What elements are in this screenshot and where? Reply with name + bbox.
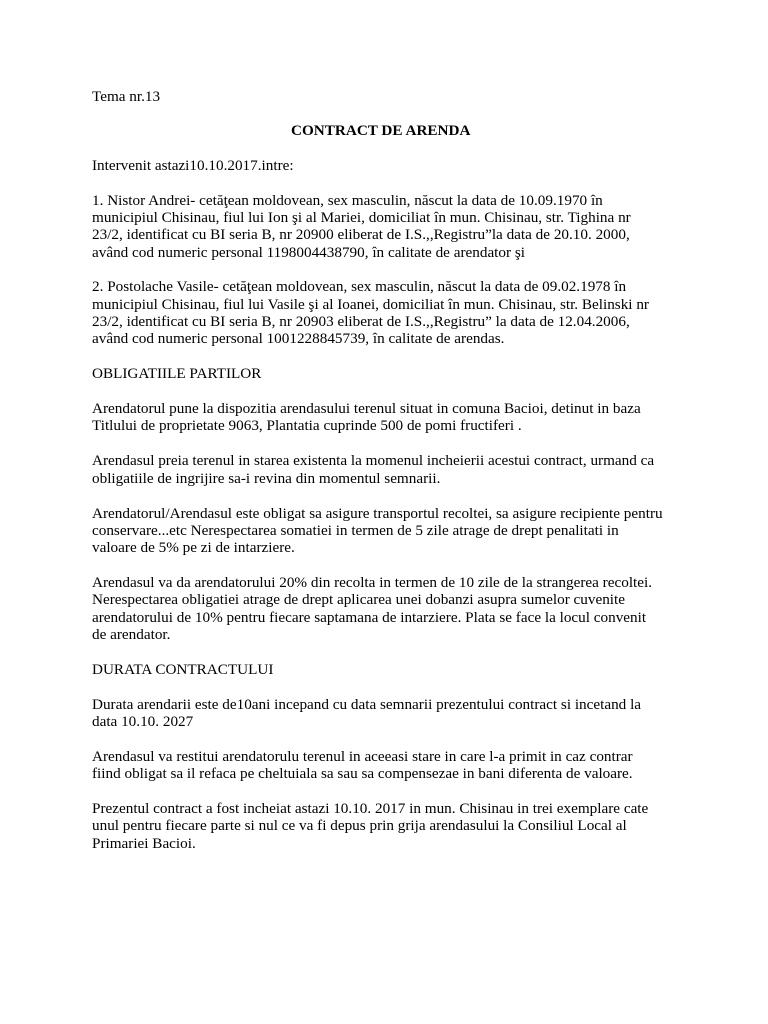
party1-line: municipiul Chisinau, fiul lui Ion şi al Mariei, domiciliat în mun. Chisinau, str. Tighina nr — [92, 208, 631, 226]
closing-line: unul pentru fiecare parte si nul ce va fi depus prin grija arendasului la Consiliul Local al — [92, 817, 627, 835]
obligation4-line: arendatorului de 10% pentru fiecare saptamana de intarziere. Plata se face la locul convenit — [92, 608, 647, 626]
topic-text: Tema nr.13 — [92, 88, 161, 105]
duration-heading-text: DURATA CONTRACTULUI — [92, 660, 274, 678]
duration1-line: data 10.10. 2027 — [92, 712, 194, 730]
duration-heading — [92, 661, 672, 678]
obligation2-paragraph — [92, 452, 672, 487]
topic-line — [92, 88, 672, 105]
party2-line: având cod numeric personal 1001228845739, în calitate de arendas. — [92, 330, 505, 348]
obligation3-line: conservare...etc Nerespectarea somatiei in termen de 5 zile atrage de drept penalitati in — [92, 521, 619, 539]
closing-paragraph — [92, 800, 672, 852]
obligation3-line: Arendatorul/Arendasul este obligat sa asigure transportul recoltei, sa asigure recipiente pentru — [92, 504, 663, 522]
document-body — [92, 88, 672, 870]
obligation2-line: Arendasul preia terenul in starea existenta la momenul incheierii acestui contract, urmand ca — [92, 452, 655, 470]
obligation4-line: de arendator. — [92, 625, 171, 643]
obligation4-paragraph — [92, 574, 672, 643]
obligation2-line: obligatiile de ingrijire sa-i revina din momentul semnarii. — [92, 469, 441, 487]
obligation4-line: Nerespectarea obligatiei atrage de drept aplicarea unei dobanzi asupra sumelor cuvenite — [92, 591, 625, 609]
party2-line: municipiul Chisinau, fiul lui Vasile şi al Ioanei, domiciliat în mun. Chisinau, str. Belinski nr — [92, 295, 649, 313]
party2-line: 2. Postolache Vasile- cetăţean moldovean, sex masculin, născut la data de 09.02.1978 în — [92, 278, 627, 296]
party1-line: 1. Nistor Andrei- cetăţean moldovean, sex masculin, născut la data de 10.09.1970 în — [92, 191, 603, 209]
intro-text: Intervenit astazi10.10.2017.intre: — [92, 156, 294, 174]
duration2-line: Arendasul va restitui arendatorulu terenul in aceeasi stare in care l-a primit in caz contrar — [92, 747, 633, 765]
duration1-paragraph — [92, 696, 672, 731]
obligations-heading — [92, 365, 672, 382]
obligation1-line: Arendatorul pune la dispozitia arendasului terenul situat in comuna Bacioi, detinut in baza — [92, 400, 641, 418]
closing-line: Prezentul contract a fost incheiat astazi 10.10. 2017 in mun. Chisinau in trei exemplare cate — [92, 800, 649, 818]
obligation4-line: Arendasul va da arendatorului 20% din recolta in termen de 10 zile de la strangerea recoltei. — [92, 573, 653, 591]
party2-line: 23/2, identificat cu BI seria B, nr 20903 eliberat de I.S.,,Registru” la data de 12.04.2006, — [92, 313, 630, 331]
duration1-line: Durata arendarii este de10ani incepand cu data semnarii prezentului contract si incetand la — [92, 695, 642, 713]
party2-paragraph — [92, 278, 672, 347]
party1-line: având cod numeric personal 1198004438790, în calitate de arendator şi — [92, 243, 525, 261]
party1-line: 23/2, identificat cu BI seria B, nr 20900 eliberat de I.S.,,Registru”la data de 20.10. 2000, — [92, 226, 630, 244]
obligation1-line: Titlului de proprietate 9063, Plantatia cuprinde 500 de pomi fructiferi . — [92, 417, 522, 435]
obligation3-line: valoare de 5% pe zi de intarziere. — [92, 539, 295, 557]
duration2-paragraph — [92, 748, 672, 783]
closing-line: Primariei Bacioi. — [92, 834, 196, 852]
contract-title: CONTRACT DE ARENDA — [291, 121, 471, 139]
obligations-heading-text: OBLIGATIILE PARTILOR — [92, 365, 262, 383]
intro-paragraph — [92, 157, 672, 174]
duration2-line: fiind obligat sa il refaca pe cheltuiala sa sau sa compensezae in bani diferenta de valoare. — [92, 765, 633, 783]
obligation1-paragraph — [92, 400, 672, 435]
party1-paragraph — [92, 192, 672, 261]
obligation3-paragraph — [92, 505, 672, 557]
